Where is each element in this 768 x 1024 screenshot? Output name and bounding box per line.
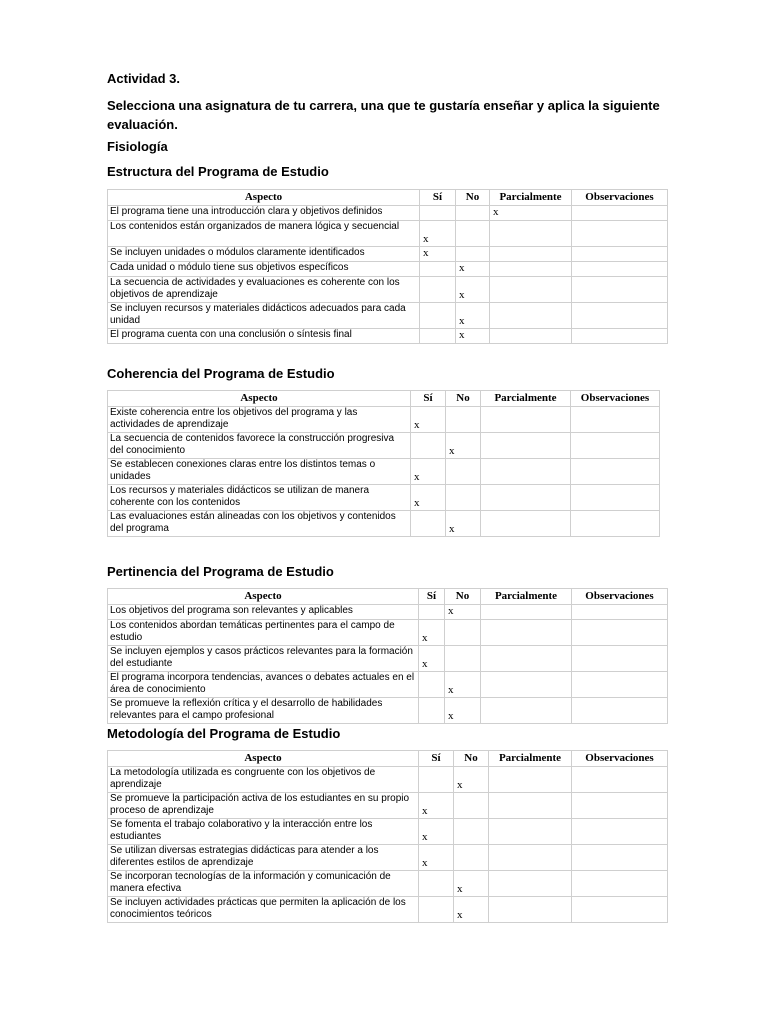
table-header-row	[108, 589, 668, 605]
aspect-cell: Se establecen conexiones claras entre los distintos temas o unidades	[108, 459, 411, 485]
table-row	[108, 485, 660, 511]
parcial-cell	[481, 459, 571, 485]
header-observaciones: Observaciones	[572, 751, 668, 767]
si-cell: x	[419, 819, 454, 845]
si-cell	[420, 277, 456, 303]
si-cell: x	[411, 459, 446, 485]
aspect-cell: La metodología utilizada es congruente con los objetivos de aprendizaje	[108, 767, 419, 793]
si-cell	[411, 433, 446, 459]
obs-cell	[572, 206, 668, 221]
evaluation-table-metodologia	[107, 750, 668, 923]
aspect-cell: La secuencia de actividades y evaluaciones es coherente con los objetivos de aprendizaje	[108, 277, 420, 303]
si-cell	[420, 206, 456, 221]
aspect-cell: Se incluyen actividades prácticas que permiten la aplicación de los conocimientos teóricos	[108, 897, 419, 923]
obs-cell	[572, 897, 668, 923]
no-cell: x	[454, 871, 489, 897]
aspect-cell: Se incluyen recursos y materiales didácticos adecuados para cada unidad	[108, 303, 420, 329]
no-cell: x	[446, 433, 481, 459]
obs-cell	[572, 262, 668, 277]
no-cell: x	[456, 277, 490, 303]
no-cell: x	[445, 605, 481, 620]
table-header-row	[108, 751, 668, 767]
table-row	[108, 819, 668, 845]
parcial-cell	[490, 303, 572, 329]
si-cell	[420, 303, 456, 329]
aspect-cell: Se incluyen ejemplos y casos prácticos relevantes para la formación del estudiante	[108, 646, 419, 672]
subject-name: Fisiología	[107, 139, 168, 154]
si-cell	[420, 262, 456, 277]
parcial-cell	[481, 485, 571, 511]
header-aspecto: Aspecto	[108, 589, 419, 605]
aspect-cell: Los recursos y materiales didácticos se utilizan de manera coherente con los contenidos	[108, 485, 411, 511]
section-title-metodologia: Metodología del Programa de Estudio	[107, 726, 341, 741]
table-row	[108, 897, 668, 923]
no-cell: x	[454, 897, 489, 923]
evaluation-table-coherencia	[107, 390, 660, 537]
parcial-cell	[481, 672, 572, 698]
aspect-cell: Existe coherencia entre los objetivos del programa y las actividades de aprendizaje	[108, 407, 411, 433]
obs-cell	[571, 433, 660, 459]
obs-cell	[572, 819, 668, 845]
table-row	[108, 605, 668, 620]
parcial-cell	[490, 277, 572, 303]
obs-cell	[572, 303, 668, 329]
no-cell	[445, 646, 481, 672]
parcial-cell	[490, 247, 572, 262]
table-row	[108, 247, 668, 262]
parcial-cell	[481, 698, 572, 724]
parcial-cell	[489, 767, 572, 793]
obs-cell	[572, 871, 668, 897]
aspect-cell: Se utilizan diversas estrategias didácticas para atender a los diferentes estilos de aprendizaje	[108, 845, 419, 871]
si-cell	[419, 605, 445, 620]
header-no: No	[445, 589, 481, 605]
no-cell: x	[445, 672, 481, 698]
header-si: Sí	[411, 391, 446, 407]
aspect-cell: Los contenidos abordan temáticas pertinentes para el campo de estudio	[108, 620, 419, 646]
si-cell	[419, 871, 454, 897]
parcial-cell	[481, 511, 571, 537]
obs-cell	[571, 407, 660, 433]
header-aspecto: Aspecto	[108, 751, 419, 767]
si-cell: x	[419, 845, 454, 871]
aspect-cell: Se incorporan tecnologías de la información y comunicación de manera efectiva	[108, 871, 419, 897]
header-aspecto: Aspecto	[108, 190, 420, 206]
si-cell: x	[420, 221, 456, 247]
table-row	[108, 620, 668, 646]
table-row	[108, 262, 668, 277]
aspect-cell: El programa tiene una introducción clara y objetivos definidos	[108, 206, 420, 221]
table-row	[108, 459, 660, 485]
table-row	[108, 698, 668, 724]
obs-cell	[572, 605, 668, 620]
table-row	[108, 793, 668, 819]
no-cell	[456, 206, 490, 221]
table-header-row	[108, 391, 660, 407]
parcial-cell	[481, 407, 571, 433]
aspect-cell: El programa cuenta con una conclusión o síntesis final	[108, 329, 420, 344]
no-cell	[446, 407, 481, 433]
si-cell: x	[411, 485, 446, 511]
obs-cell	[572, 767, 668, 793]
header-no: No	[446, 391, 481, 407]
table-row	[108, 221, 668, 247]
aspect-cell: Cada unidad o módulo tiene sus objetivos específicos	[108, 262, 420, 277]
obs-cell	[572, 247, 668, 262]
parcial-cell	[481, 605, 572, 620]
section-title-pertinencia: Pertinencia del Programa de Estudio	[107, 564, 334, 579]
aspect-cell: Se promueve la reflexión crítica y el desarrollo de habilidades relevantes para el campo profesional	[108, 698, 419, 724]
header-aspecto: Aspecto	[108, 391, 411, 407]
activity-instructions: Selecciona una asignatura de tu carrera, una que te gustaría enseñar y aplica la siguiente evaluación.	[107, 98, 660, 132]
si-cell: x	[411, 407, 446, 433]
header-si: Sí	[419, 589, 445, 605]
parcial-cell	[489, 897, 572, 923]
aspect-cell: Se promueve la participación activa de los estudiantes en su propio proceso de aprendizaje	[108, 793, 419, 819]
header-no: No	[454, 751, 489, 767]
table-row	[108, 277, 668, 303]
section-title-coherencia: Coherencia del Programa de Estudio	[107, 366, 335, 381]
header-observaciones: Observaciones	[572, 190, 668, 206]
parcial-cell	[490, 221, 572, 247]
no-cell	[456, 247, 490, 262]
si-cell	[419, 767, 454, 793]
table-row	[108, 206, 668, 221]
table-row	[108, 433, 660, 459]
no-cell	[454, 845, 489, 871]
table-row	[108, 329, 668, 344]
parcial-cell	[489, 871, 572, 897]
header-observaciones: Observaciones	[572, 589, 668, 605]
si-cell	[411, 511, 446, 537]
obs-cell	[572, 221, 668, 247]
aspect-cell: Se fomenta el trabajo colaborativo y la interacción entre los estudiantes	[108, 819, 419, 845]
si-cell: x	[419, 793, 454, 819]
obs-cell	[572, 672, 668, 698]
no-cell: x	[445, 698, 481, 724]
parcial-cell	[481, 646, 572, 672]
si-cell: x	[419, 620, 445, 646]
no-cell: x	[456, 303, 490, 329]
si-cell	[419, 897, 454, 923]
aspect-cell: Se incluyen unidades o módulos claramente identificados	[108, 247, 420, 262]
aspect-cell: El programa incorpora tendencias, avances o debates actuales en el área de conocimiento	[108, 672, 419, 698]
section-title-estructura: Estructura del Programa de Estudio	[107, 164, 329, 179]
si-cell	[419, 672, 445, 698]
parcial-cell	[489, 845, 572, 871]
aspect-cell: Las evaluaciones están alineadas con los objetivos y contenidos del programa	[108, 511, 411, 537]
no-cell	[445, 620, 481, 646]
header-si: Sí	[419, 751, 454, 767]
obs-cell	[572, 329, 668, 344]
obs-cell	[571, 485, 660, 511]
table-row	[108, 845, 668, 871]
parcial-cell	[489, 793, 572, 819]
no-cell	[454, 793, 489, 819]
obs-cell	[572, 277, 668, 303]
header-no: No	[456, 190, 490, 206]
obs-cell	[572, 845, 668, 871]
si-cell	[419, 698, 445, 724]
header-parcialmente: Parcialmente	[481, 391, 571, 407]
activity-heading: Actividad 3.	[107, 71, 180, 86]
obs-cell	[572, 698, 668, 724]
obs-cell	[572, 646, 668, 672]
table-row	[108, 511, 660, 537]
aspect-cell: Los contenidos están organizados de manera lógica y secuencial	[108, 221, 420, 247]
table-row	[108, 672, 668, 698]
parcial-cell	[489, 819, 572, 845]
table-row	[108, 871, 668, 897]
no-cell	[456, 221, 490, 247]
aspect-cell: Los objetivos del programa son relevantes y aplicables	[108, 605, 419, 620]
parcial-cell	[481, 620, 572, 646]
obs-cell	[571, 511, 660, 537]
no-cell	[454, 819, 489, 845]
no-cell: x	[454, 767, 489, 793]
table-header-row	[108, 190, 668, 206]
obs-cell	[571, 459, 660, 485]
parcial-cell	[490, 262, 572, 277]
header-parcialmente: Parcialmente	[489, 751, 572, 767]
obs-cell	[572, 793, 668, 819]
obs-cell	[572, 620, 668, 646]
si-cell: x	[419, 646, 445, 672]
aspect-cell: La secuencia de contenidos favorece la construcción progresiva del conocimiento	[108, 433, 411, 459]
header-si: Sí	[420, 190, 456, 206]
no-cell	[446, 459, 481, 485]
evaluation-table-pertinencia	[107, 588, 668, 724]
no-cell: x	[446, 511, 481, 537]
header-parcialmente: Parcialmente	[490, 190, 572, 206]
si-cell	[420, 329, 456, 344]
table-row	[108, 407, 660, 433]
table-row	[108, 646, 668, 672]
parcial-cell: x	[490, 206, 572, 221]
si-cell: x	[420, 247, 456, 262]
evaluation-table-estructura	[107, 189, 668, 344]
no-cell: x	[456, 329, 490, 344]
no-cell	[446, 485, 481, 511]
table-row	[108, 303, 668, 329]
header-parcialmente: Parcialmente	[481, 589, 572, 605]
parcial-cell	[481, 433, 571, 459]
parcial-cell	[490, 329, 572, 344]
table-row	[108, 767, 668, 793]
no-cell: x	[456, 262, 490, 277]
header-observaciones: Observaciones	[571, 391, 660, 407]
